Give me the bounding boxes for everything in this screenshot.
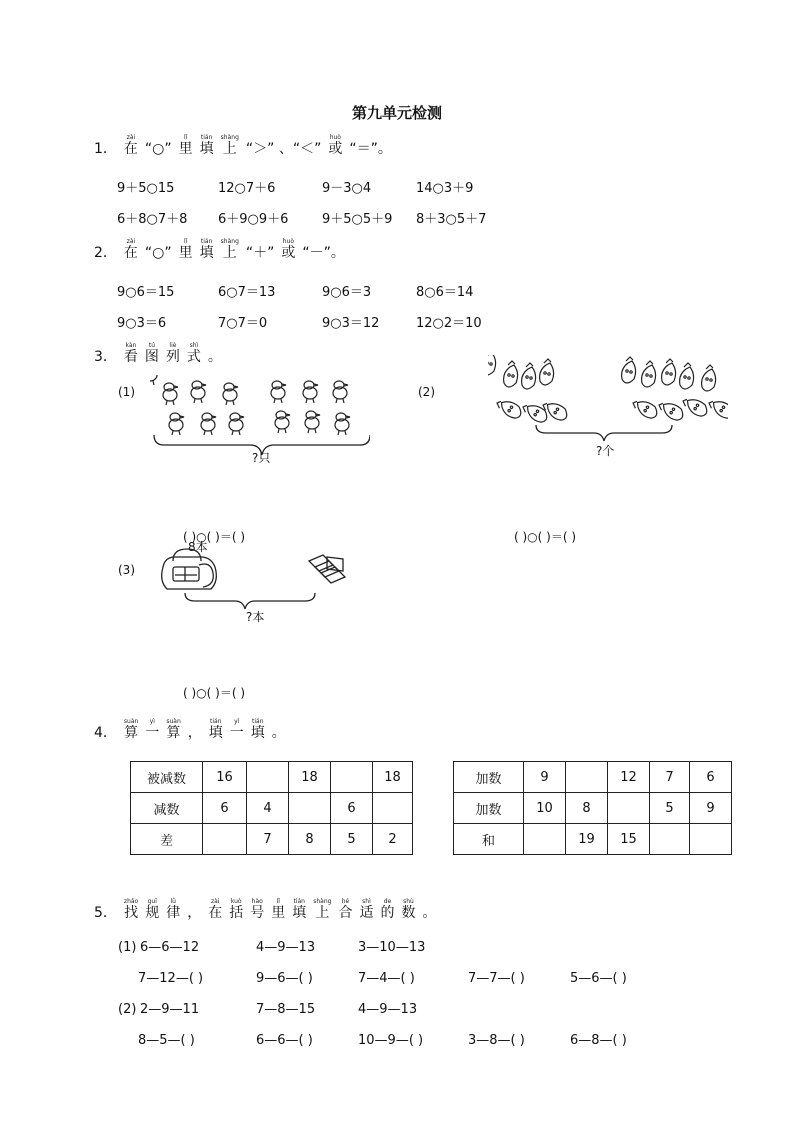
pinyin-char: suàn 算: [166, 718, 181, 741]
pinyin-char: shàng 上: [220, 238, 239, 261]
pattern-task: 8—5—( ): [138, 1033, 195, 1048]
pinyin-char: zài 在: [123, 134, 138, 157]
pinyin-char: huò 或: [328, 134, 343, 157]
pinyin-char: lǐ 里: [271, 898, 286, 921]
q1-item: 6＋9○9＋6: [218, 212, 289, 227]
pinyin-char: shì 适: [359, 898, 374, 921]
pinyin-char: zhǎo 找: [123, 898, 139, 921]
heading-text: “＝”。: [349, 141, 392, 157]
pinyin-char: shàng 上: [313, 898, 332, 921]
q2-item: 12○2＝10: [416, 316, 482, 331]
heading-text: “○”: [144, 245, 172, 261]
heading-text: “＞” 、“＜”: [245, 141, 322, 157]
heading-text: 5．: [94, 905, 117, 921]
pinyin-char: guī 规: [145, 898, 160, 921]
q3-part3-number: (3): [118, 563, 135, 577]
addition-table: [453, 761, 732, 855]
value-cell: 10: [524, 793, 566, 824]
value-cell: 16: [203, 762, 247, 793]
pinyin-char: zài 在: [208, 898, 223, 921]
heading-text: ，: [187, 905, 202, 921]
row-header-cell: 减数: [131, 793, 203, 824]
pinyin-char: lǐ 里: [178, 134, 193, 157]
pinyin-char: hé 合: [338, 898, 353, 921]
pinyin-char: shù 数: [401, 898, 416, 921]
q2-item: 9○3＝6: [117, 316, 167, 331]
q1-item: 12○7＋6: [218, 181, 276, 196]
pinyin-char: tú 图: [144, 342, 159, 365]
pinyin-char: tián 填: [199, 134, 214, 157]
blank-cell[interactable]: [690, 824, 732, 855]
pinyin-char: tián 填: [208, 718, 223, 741]
pattern-task: 6—8—( ): [570, 1033, 627, 1048]
page-title: 第九单元检测: [351, 104, 442, 122]
pattern-task: 10—9—( ): [358, 1033, 424, 1048]
blank-cell[interactable]: [373, 793, 413, 824]
pinyin-char: yì 一: [145, 718, 160, 741]
q3-part3-count: 8本: [188, 540, 208, 554]
pattern-example: 4—9—13: [256, 940, 316, 955]
blank-cell[interactable]: [247, 762, 289, 793]
pattern-task: 3—8—( ): [468, 1033, 525, 1048]
q3-part1-answer: ( )○( )＝( ): [183, 530, 246, 544]
pattern-example: 2—9—11: [140, 1002, 200, 1017]
heading-text: “○”: [144, 141, 172, 157]
q2-item: 9○6＝15: [117, 285, 175, 300]
value-cell: 2: [373, 824, 413, 855]
pattern-example: 4—9—13: [358, 1002, 418, 1017]
q5-heading: [94, 898, 443, 922]
value-cell: 15: [608, 824, 650, 855]
value-cell: 7: [247, 824, 289, 855]
value-cell: 18: [373, 762, 413, 793]
q1-item: 9－3○4: [322, 181, 372, 196]
table-row: [454, 762, 732, 793]
q2-item: 9○6＝3: [322, 285, 372, 300]
pattern-task: 7—7—( ): [468, 971, 525, 986]
q1-item: 6＋8○7＋8: [117, 212, 188, 227]
value-cell: 12: [608, 762, 650, 793]
pinyin-char: lǐ 里: [178, 238, 193, 261]
q2-item: 6○7＝13: [218, 285, 276, 300]
q5-part2-label: (2): [118, 1002, 137, 1017]
q5-part1-label: (1): [118, 940, 137, 955]
pinyin-char: huò 或: [281, 238, 296, 261]
table-row: [131, 793, 413, 824]
pattern-example: 7—8—15: [256, 1002, 316, 1017]
blank-cell[interactable]: [203, 824, 247, 855]
heading-text: “－”。: [302, 245, 345, 261]
pinyin-char: tián 填: [199, 238, 214, 261]
heading-text: 1．: [94, 141, 117, 157]
pinyin-char: shì 式: [186, 342, 201, 365]
heading-text: 3．: [94, 349, 117, 365]
pinyin-char: shàng 上: [220, 134, 239, 157]
value-cell: 6: [203, 793, 247, 824]
q2-item: 9○3＝12: [322, 316, 380, 331]
q3-part3-total: ?本: [246, 610, 265, 624]
q1-item: 9＋5○5＋9: [322, 212, 393, 227]
q4-heading: [94, 718, 293, 742]
blank-cell[interactable]: [566, 762, 608, 793]
pinyin-char: hào 号: [250, 898, 265, 921]
value-cell: 7: [650, 762, 690, 793]
pattern-task: 6—6—( ): [256, 1033, 313, 1048]
table-row: [131, 762, 413, 793]
heading-text: 。: [422, 905, 437, 921]
pinyin-char: tián 填: [292, 898, 307, 921]
pinyin-char: kàn 看: [123, 342, 138, 365]
q3-part1-total: ?只: [252, 451, 271, 465]
q3-part3-answer: ( )○( )＝( ): [183, 686, 246, 700]
q1-heading: [94, 134, 399, 158]
q3-part2-total: ?个: [596, 444, 615, 458]
blank-cell[interactable]: [331, 762, 373, 793]
value-cell: 8: [289, 824, 331, 855]
q1-item: 14○3＋9: [416, 181, 474, 196]
q3-part1-number: (1): [118, 385, 135, 399]
q3-heading: [94, 342, 229, 366]
q2-item: 8○6＝14: [416, 285, 474, 300]
table-row: [454, 824, 732, 855]
blank-cell[interactable]: [524, 824, 566, 855]
pinyin-char: yì 一: [229, 718, 244, 741]
pinyin-char: zài 在: [123, 238, 138, 261]
pinyin-char: de 的: [380, 898, 395, 921]
pattern-task: 7—4—( ): [358, 971, 415, 986]
value-cell: 18: [289, 762, 331, 793]
pattern-task: 7—12—( ): [138, 971, 204, 986]
table-row: [131, 824, 413, 855]
value-cell: 5: [650, 793, 690, 824]
table-row: [454, 793, 732, 824]
heading-text: 。: [271, 725, 286, 741]
blank-cell[interactable]: [608, 793, 650, 824]
value-cell: 5: [331, 824, 373, 855]
heading-text: 4．: [94, 725, 117, 741]
subtraction-table: [130, 761, 413, 855]
row-header-cell: 被减数: [131, 762, 203, 793]
pinyin-char: suàn 算: [123, 718, 139, 741]
pinyin-char: liè 列: [165, 342, 180, 365]
eggplants-picture: [488, 355, 728, 455]
heading-text: 2．: [94, 245, 117, 261]
q3-part2-answer: ( )○( )＝( ): [514, 530, 577, 544]
pattern-task: 9—6—( ): [256, 971, 313, 986]
row-header-cell: 差: [131, 824, 203, 855]
q3-part2-number: (2): [418, 385, 435, 399]
value-cell: 4: [247, 793, 289, 824]
pattern-example: 3—10—13: [358, 940, 426, 955]
heading-text: 。: [207, 349, 222, 365]
pattern-example: 6—6—12: [140, 940, 200, 955]
q2-item: 7○7＝0: [218, 316, 268, 331]
value-cell: 8: [566, 793, 608, 824]
heading-text: “＋”: [245, 245, 275, 261]
q2-heading: [94, 238, 352, 262]
pattern-task: 5—6—( ): [570, 971, 627, 986]
blank-cell[interactable]: [650, 824, 690, 855]
value-cell: 6: [331, 793, 373, 824]
row-header-cell: 加数: [454, 793, 524, 824]
schoolbag-books-picture: [155, 545, 365, 610]
row-header-cell: 加数: [454, 762, 524, 793]
heading-text: ，: [187, 725, 202, 741]
value-cell: 6: [690, 762, 732, 793]
row-header-cell: 和: [454, 824, 524, 855]
value-cell: 9: [524, 762, 566, 793]
pinyin-char: lǜ 律: [166, 898, 181, 921]
pinyin-char: tián 填: [250, 718, 265, 741]
value-cell: 19: [566, 824, 608, 855]
q1-item: 8＋3○5＋7: [416, 212, 487, 227]
value-cell: 9: [690, 793, 732, 824]
blank-cell[interactable]: [289, 793, 331, 824]
chicks-picture: [150, 375, 370, 455]
pinyin-char: kuò 括: [229, 898, 244, 921]
q1-item: 9＋5○15: [117, 181, 175, 196]
